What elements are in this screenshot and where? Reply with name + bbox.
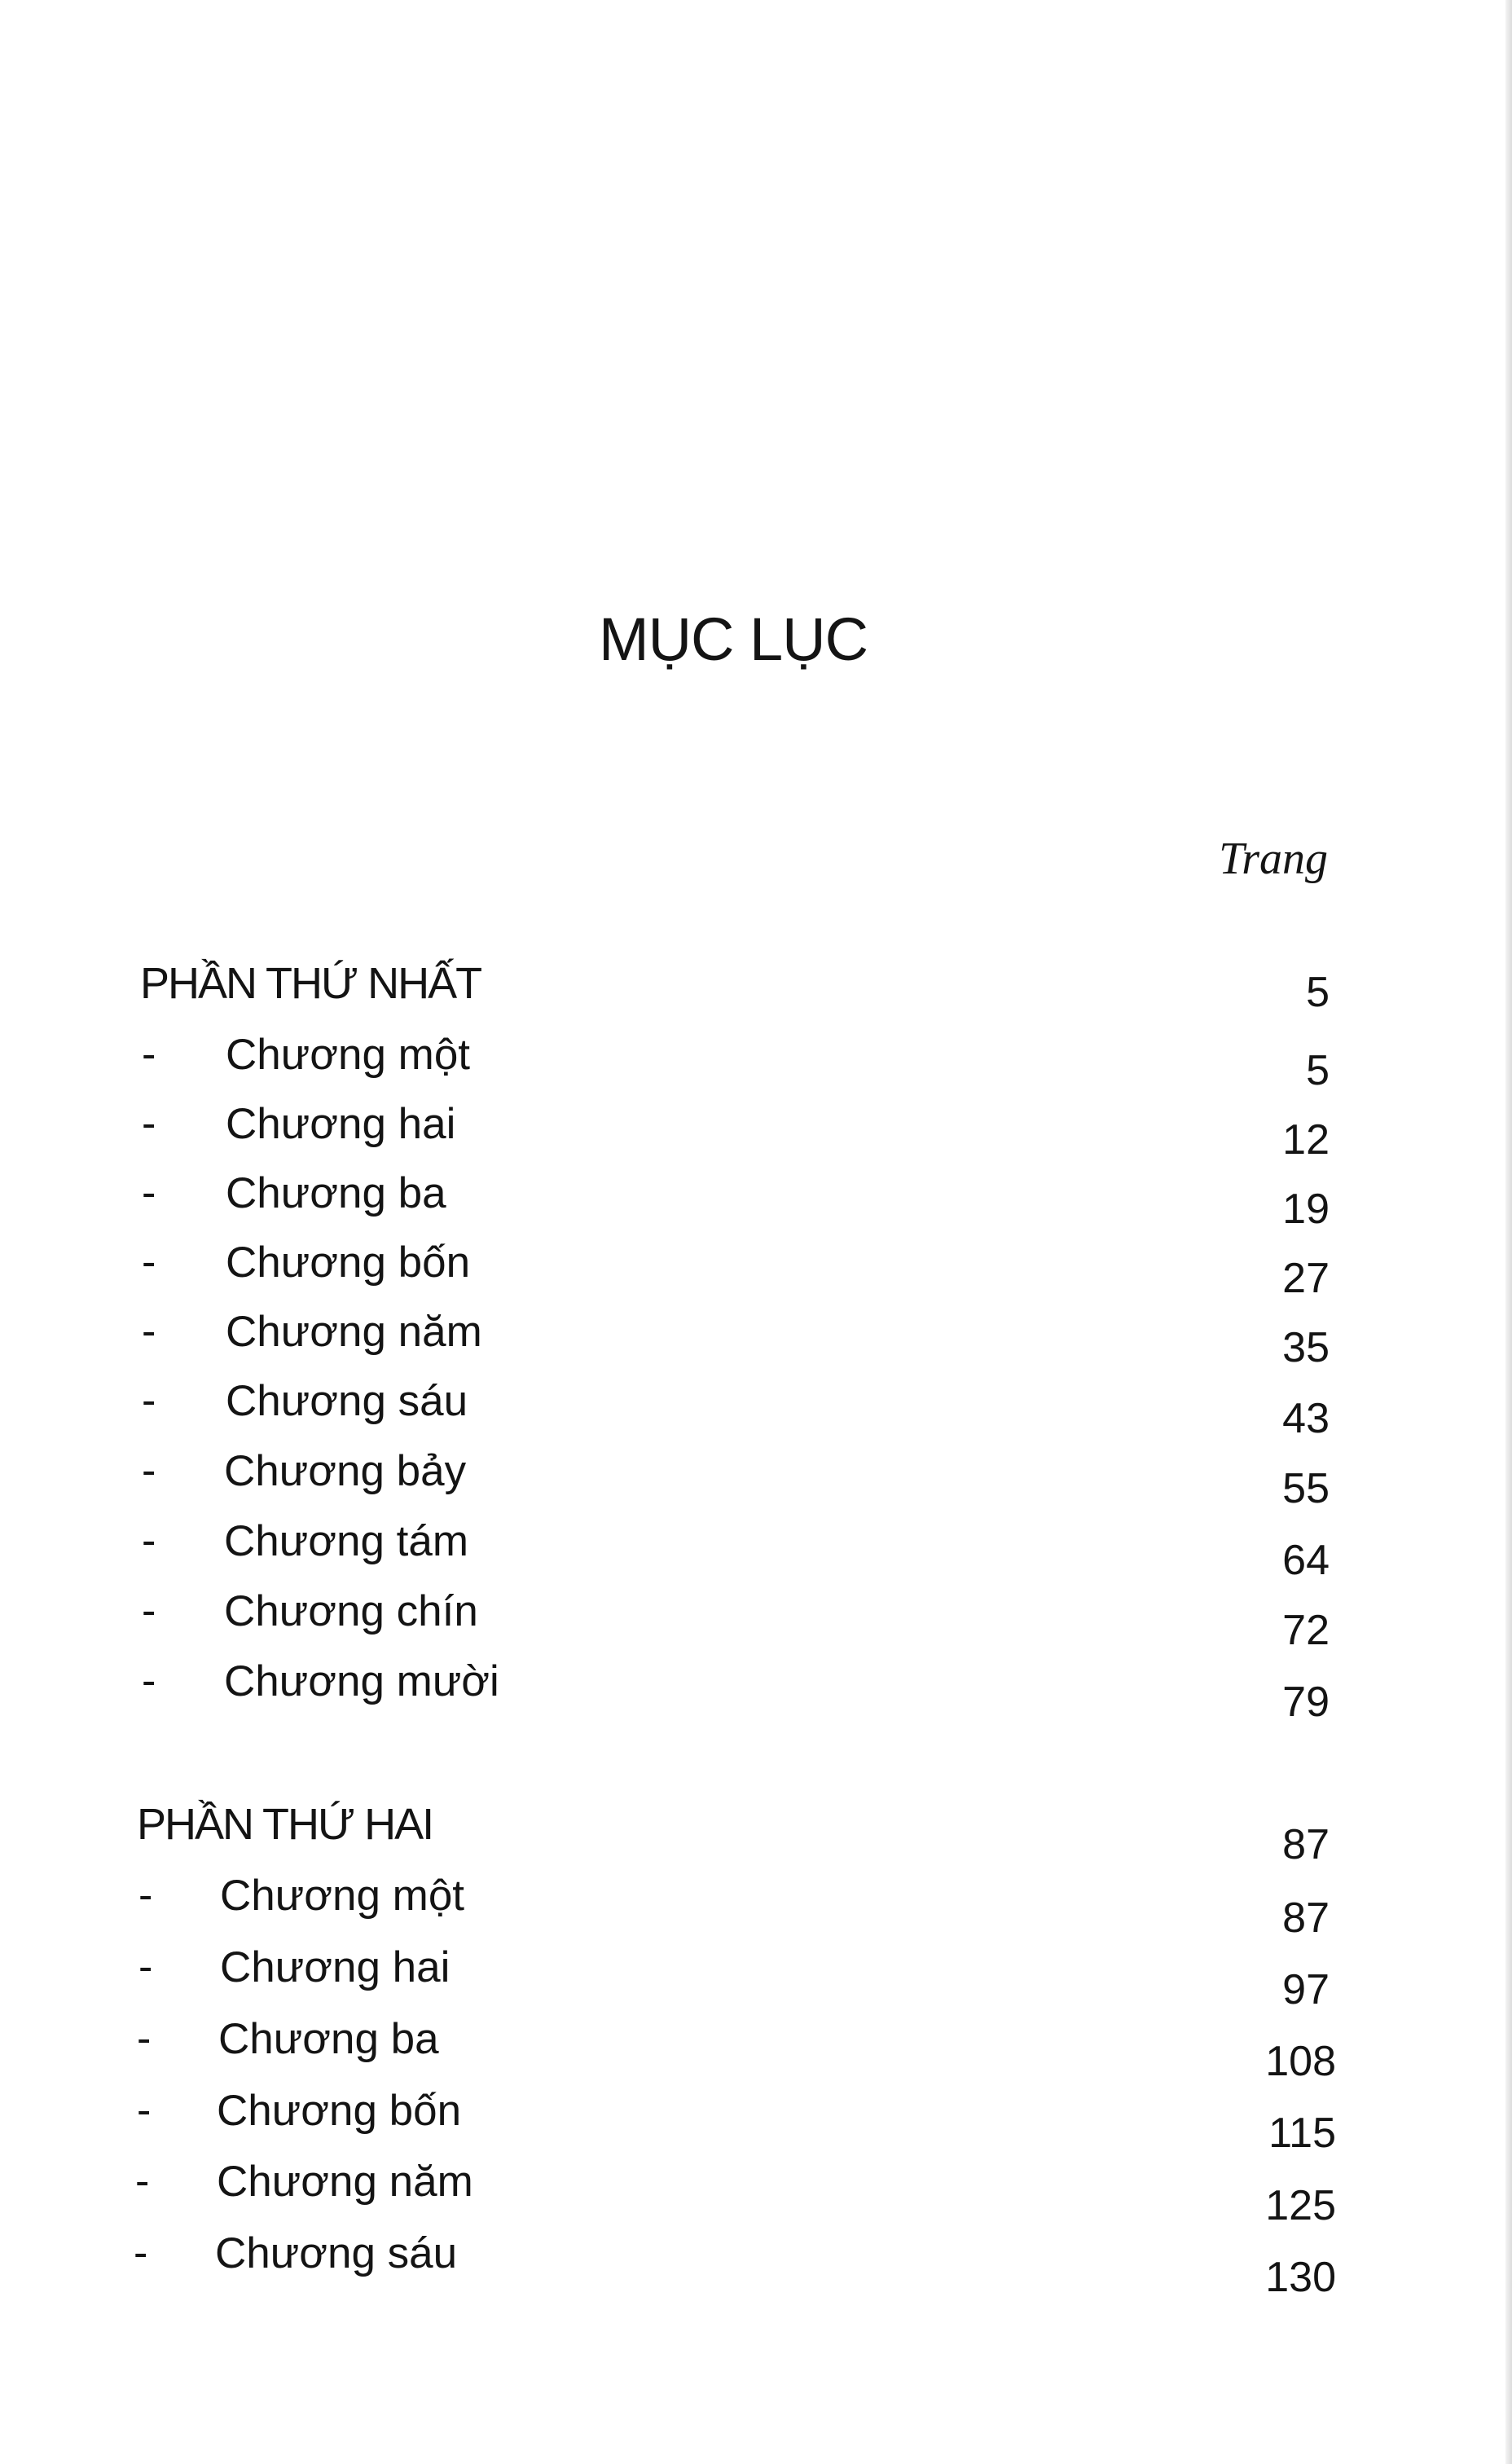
entry-page-number: 12 [1282,1116,1330,1164]
toc-entry[interactable] [0,2158,1512,2229]
toc-entry[interactable] [0,1102,1512,1168]
page-column-label: Trang [1219,834,1328,884]
toc-entry[interactable] [0,1657,1512,1726]
entry-page-number: 79 [1282,1679,1330,1726]
entry-page-number: 115 [1268,2110,1336,2157]
toc-entry[interactable] [0,1943,1512,2013]
entry-page-number: 64 [1282,1537,1330,1584]
entry-page-number: 87 [1282,1894,1330,1942]
entry-label: Chương ba [218,2015,439,2063]
toc-entry[interactable] [0,2017,1512,2083]
entry-page-number: 19 [1282,1186,1330,1233]
entry-bullet: - [138,1943,153,1991]
entry-label: Chương năm [226,1308,482,1356]
entry-label: Chương ba [226,1169,446,1217]
entry-bullet: - [135,2158,150,2205]
toc-entry[interactable] [0,1587,1512,1655]
toc-entry[interactable] [0,1241,1512,1306]
entry-page-number: 35 [1282,1324,1330,1371]
entry-bullet: - [142,1587,156,1635]
entry-label: Chương hai [226,1100,456,1148]
toc-entry[interactable] [0,1033,1512,1098]
entry-label: Chương năm [217,2158,473,2206]
part-heading-row[interactable] [0,1802,1512,1868]
toc-entry[interactable] [0,2229,1512,2301]
entry-label: Chương bốn [217,2087,462,2135]
entry-bullet: - [142,1239,156,1286]
part-page-number: 87 [1282,1821,1330,1868]
entry-page-number: 43 [1282,1395,1330,1442]
part-title: PHẦN THỨ NHẤT [140,959,481,1008]
entry-bullet: - [142,1377,156,1424]
entry-page-number: 97 [1282,1966,1330,2013]
entry-label: Chương sáu [226,1377,468,1425]
entry-bullet: - [142,1100,156,1147]
entry-bullet: - [142,1447,156,1494]
toc-entry[interactable] [0,1169,1512,1237]
entry-label: Chương chín [224,1587,478,1635]
entry-label: Chương bảy [224,1447,467,1495]
toc-entry[interactable] [0,1310,1512,1375]
toc-entry[interactable] [0,1872,1512,1942]
entry-bullet: - [137,2087,152,2134]
entry-label: Chương hai [220,1943,451,1991]
entry-bullet: - [142,1517,156,1564]
part-page-number: 5 [1306,969,1330,1016]
entry-bullet: - [142,1031,156,1078]
toc-entry[interactable] [0,1517,1512,1585]
entry-bullet: - [142,1169,156,1217]
toc-entry[interactable] [0,1379,1512,1445]
part-title: PHẦN THỨ HAI [137,1800,433,1849]
entry-bullet: - [138,1872,153,1919]
entry-bullet: - [142,1308,156,1355]
entry-page-number: 108 [1265,2038,1336,2085]
entry-bullet: - [142,1657,156,1705]
entry-page-number: 72 [1282,1607,1330,1654]
part-heading-row[interactable] [0,961,1512,1027]
entry-label: Chương một [226,1031,471,1079]
toc-entry[interactable] [0,2087,1512,2157]
entry-label: Chương bốn [226,1239,471,1287]
toc-entry[interactable] [0,1447,1512,1515]
entry-page-number: 27 [1282,1255,1330,1302]
page-title: MỤC LỤC [598,605,868,673]
entry-bullet: - [137,2015,152,2062]
entry-label: Chương một [220,1872,465,1920]
entry-label: Chương mười [224,1657,499,1705]
entry-page-number: 5 [1306,1047,1330,1094]
entry-page-number: 130 [1265,2254,1336,2301]
entry-page-number: 125 [1265,2182,1336,2229]
entry-bullet: - [134,2229,148,2277]
entry-page-number: 55 [1282,1465,1330,1512]
entry-label: Chương tám [224,1517,469,1565]
entry-label: Chương sáu [215,2229,458,2277]
